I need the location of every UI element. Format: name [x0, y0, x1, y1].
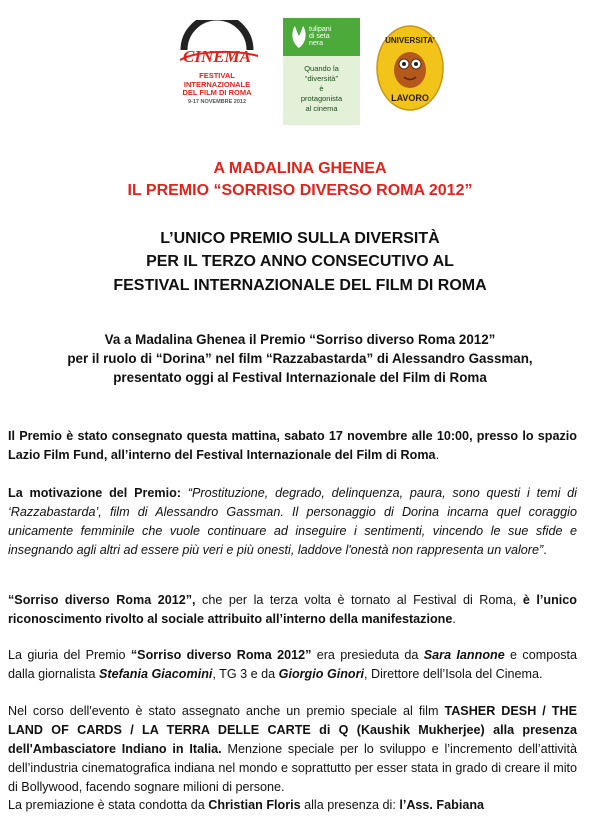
- jury-award-name: “Sorriso diverso Roma 2012”: [130, 648, 312, 662]
- jury-director: Giorgio Ginori: [278, 667, 365, 681]
- cinema-logo-name: CINEMA: [182, 47, 252, 66]
- paragraph-ceremony: [8, 796, 577, 815]
- tulipani-brand: [309, 26, 331, 47]
- cinema-logo-line3: DEL FILM DI ROMA: [182, 88, 252, 97]
- tulipani-logo: [283, 18, 360, 125]
- title-line1: L’UNICO PREMIO SULLA DIVERSITÀ: [160, 230, 440, 247]
- universita-logo-bottom: LAVORO: [391, 93, 429, 103]
- cinema-logo-text: [158, 72, 276, 106]
- special-prize-text-a: Nel corso dell'evento è stato assegnato anche un premio speciale al film: [8, 704, 445, 718]
- paragraph-jury: [8, 646, 577, 684]
- headline-line1: A MADALINA GHENEA: [213, 160, 387, 177]
- headline-line2: IL PREMIO “SORRISO DIVERSO ROMA 2012”: [127, 182, 473, 199]
- motivation-quote: “Prostituzione, degrado, delinquenza, paura, sono questi i temi di ‘Razzabastarda’, film di Alessandro Gassman. Il personaggio di Dorina incarna quel coraggio unicamente femminile che vuole continuare ad inseguire i sentimenti, vincendo le sue sfide e insegnando agli altri ad essere più veri e più onesti, laddove l'onestà non rappresenta un valore”: [8, 486, 577, 557]
- paragraph-award-delivered-end: .: [435, 448, 440, 462]
- paragraph-special-prize: [8, 702, 577, 797]
- universita-logo-top: UNIVERSITA': [385, 36, 435, 45]
- subtitle-line1: Va a Madalina Ghenea il Premio “Sorriso diverso Roma 2012”: [104, 332, 496, 347]
- tulipani-brand-line1: tulipani: [309, 26, 332, 33]
- jury-text-a: La giuria del Premio: [8, 648, 131, 662]
- special-prize-text-c: Menzione speciale per lo sviluppo e l’incremento dell’attività dell’industria cinematografica indiana nel mondo e soprattutto per esser stata in grado di creare il mito di Bollywood, facendo sognare milioni di persone.: [8, 742, 577, 794]
- paragraph-motivation: [8, 484, 577, 560]
- unique-award-bold: è l’unico riconoscimento rivolto al sociale attribuito all’interno della manifestazione: [8, 593, 577, 626]
- title-line3: FESTIVAL INTERNAZIONALE DEL FILM DI ROMA: [113, 277, 487, 294]
- tulipani-tag-line5: al cinema: [305, 104, 338, 113]
- logo-bar: [0, 10, 600, 120]
- motivation-label: La motivazione del Premio:: [8, 486, 181, 500]
- ceremony-text-a: La premiazione è stata condotta da: [8, 798, 209, 812]
- unique-award-text: che per la terza volta è tornato al Festival di Roma,: [195, 593, 523, 607]
- tulipani-tag-line2: “diversità”: [305, 74, 338, 83]
- title-line2: PER IL TERZO ANNO CONSECUTIVO AL: [146, 253, 454, 270]
- ceremony-guest: l’Ass. Fabiana: [399, 798, 485, 812]
- motivation-end: .: [543, 543, 547, 557]
- tulip-icon: [289, 24, 309, 50]
- tulipani-tag-line3: è: [319, 84, 324, 93]
- paragraph-award-delivered-text: Il Premio è stato consegnato questa mattina, sabato 17 novembre alle 10:00, presso lo spazio Lazio Film Fund, all’interno del Festival Internazionale del Film di Roma: [8, 429, 577, 462]
- unique-award-end: .: [452, 612, 456, 626]
- tulipani-brand-line2: di seta: [309, 33, 330, 40]
- cinema-logo-line2: INTERNAZIONALE: [183, 79, 251, 89]
- subtitle-line3: presentato oggi al Festival Internazionale del Film di Roma: [113, 370, 487, 385]
- paragraph-award-delivered: [8, 427, 577, 465]
- special-prize-film: TASHER DESH / THE LAND OF CARDS / LA TERRA DELLE CARTE di Q (Kaushik Mukherjee) alla presenza dell'Ambasciatore Indiano in Italia.: [8, 704, 577, 756]
- subtitle-line2: per il ruolo di “Dorina” nel film “Razzabastarda” di Alessandro Gassman,: [67, 351, 533, 366]
- tulipani-tag-line4: protagonista: [300, 94, 343, 103]
- tulipani-brand-line3: nera: [309, 40, 324, 47]
- jury-president: Sara Iannone: [423, 648, 505, 662]
- unique-award-name: “Sorriso diverso Roma 2012”,: [8, 593, 196, 607]
- cinema-logo-dates: 9-17 NOVEMBRE 2012: [187, 98, 247, 105]
- jury-text-c: era presieduta da: [311, 648, 424, 662]
- tulipani-tagline: [285, 64, 358, 114]
- ceremony-text-c: alla presenza di:: [300, 798, 400, 812]
- ceremony-host: Christian Floris: [208, 798, 301, 812]
- jury-text-i: , Direttore dell’Isola del Cinema.: [364, 667, 543, 681]
- paragraph-unique-award: [8, 591, 577, 629]
- jury-journalist: Stefania Giacomini: [99, 667, 213, 681]
- tulipani-tag-line1: Quando la: [304, 64, 339, 73]
- cinema-logo-line1: FESTIVAL: [199, 71, 235, 80]
- jury-text-g: , TG 3 e da: [212, 667, 279, 681]
- jury-text-e: e composta dalla giornalista: [8, 648, 578, 681]
